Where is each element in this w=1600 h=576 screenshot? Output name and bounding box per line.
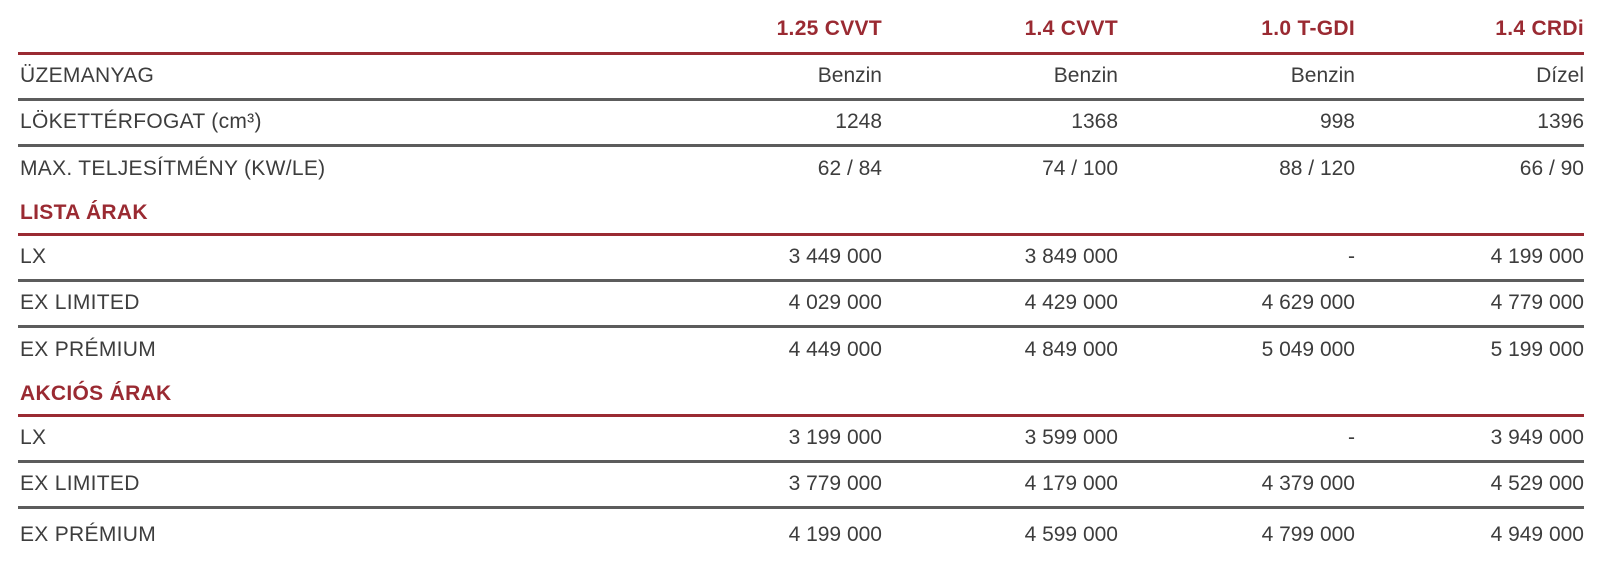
column-header-1-4-crdi: 1.4 CRDi <box>1495 17 1584 40</box>
table-row-promo-ex-limited <box>18 463 1584 509</box>
table-cell: 1368 <box>1071 110 1118 133</box>
table-cell: 4 529 000 <box>1490 472 1584 495</box>
table-cell: 4 799 000 <box>1261 523 1355 546</box>
table-row-promo-lx <box>18 417 1584 463</box>
row-label: ÜZEMANYAG <box>20 64 155 87</box>
table-cell: 4 949 000 <box>1490 523 1584 546</box>
table-cell: 998 <box>1319 110 1355 133</box>
table-cell: 4 199 000 <box>1490 245 1584 268</box>
table-row-fuel <box>18 55 1584 101</box>
table-cell: 4 029 000 <box>788 291 882 314</box>
section-title: AKCIÓS ÁRAK <box>20 382 172 405</box>
table-cell: 74 / 100 <box>1042 157 1118 180</box>
row-label: LX <box>20 426 47 449</box>
column-header-1-4-cvvt: 1.4 CVVT <box>1024 17 1118 40</box>
table-cell: 4 849 000 <box>1024 338 1118 361</box>
row-label: LÖKETTÉRFOGAT (cm³) <box>20 110 262 133</box>
column-header-1-25-cvvt: 1.25 CVVT <box>776 17 882 40</box>
table-cell: 62 / 84 <box>817 157 882 180</box>
table-cell: - <box>1348 426 1355 449</box>
row-label: MAX. TELJESÍTMÉNY (KW/LE) <box>20 157 326 180</box>
table-cell: 3 449 000 <box>788 245 882 268</box>
column-header-1-0-tgdi: 1.0 T-GDI <box>1261 17 1355 40</box>
table-cell: 5 199 000 <box>1490 338 1584 361</box>
table-cell: Benzin <box>1290 64 1355 87</box>
table-cell: Benzin <box>817 64 882 87</box>
table-cell: 66 / 90 <box>1519 157 1584 180</box>
table-cell: Benzin <box>1053 64 1118 87</box>
table-row-promo-ex-premium <box>18 509 1584 557</box>
table-cell: 88 / 120 <box>1279 157 1355 180</box>
section-title-promo-prices <box>18 372 1584 417</box>
table-row-list-ex-limited <box>18 282 1584 328</box>
table-header <box>18 0 1584 55</box>
table-cell: 3 779 000 <box>788 472 882 495</box>
table-cell: 3 199 000 <box>788 426 882 449</box>
row-label: EX PRÉMIUM <box>20 523 157 546</box>
table-row-max-power <box>18 147 1584 191</box>
table-cell: 1248 <box>835 110 882 133</box>
row-label: LX <box>20 245 47 268</box>
table-cell: 3 949 000 <box>1490 426 1584 449</box>
section-title-list-prices <box>18 191 1584 236</box>
table-cell: 4 199 000 <box>788 523 882 546</box>
table-cell: 3 849 000 <box>1024 245 1118 268</box>
table-cell: 1396 <box>1537 110 1584 133</box>
table-cell: 4 379 000 <box>1261 472 1355 495</box>
table-cell: 4 429 000 <box>1024 291 1118 314</box>
row-label: EX LIMITED <box>20 291 140 314</box>
table-cell: 4 779 000 <box>1490 291 1584 314</box>
table-cell: 4 629 000 <box>1261 291 1355 314</box>
table-row-displacement <box>18 101 1584 147</box>
row-label: EX LIMITED <box>20 472 140 495</box>
table-cell: 4 449 000 <box>788 338 882 361</box>
row-label: EX PRÉMIUM <box>20 338 157 361</box>
section-title: LISTA ÁRAK <box>20 201 148 224</box>
table-row-list-ex-premium <box>18 328 1584 372</box>
table-cell: 4 179 000 <box>1024 472 1118 495</box>
table-row-list-lx <box>18 236 1584 282</box>
table-cell: - <box>1348 245 1355 268</box>
table-cell: 5 049 000 <box>1261 338 1355 361</box>
price-table <box>18 0 1584 557</box>
table-cell: 4 599 000 <box>1024 523 1118 546</box>
table-cell: Dízel <box>1536 64 1584 87</box>
table-cell: 3 599 000 <box>1024 426 1118 449</box>
